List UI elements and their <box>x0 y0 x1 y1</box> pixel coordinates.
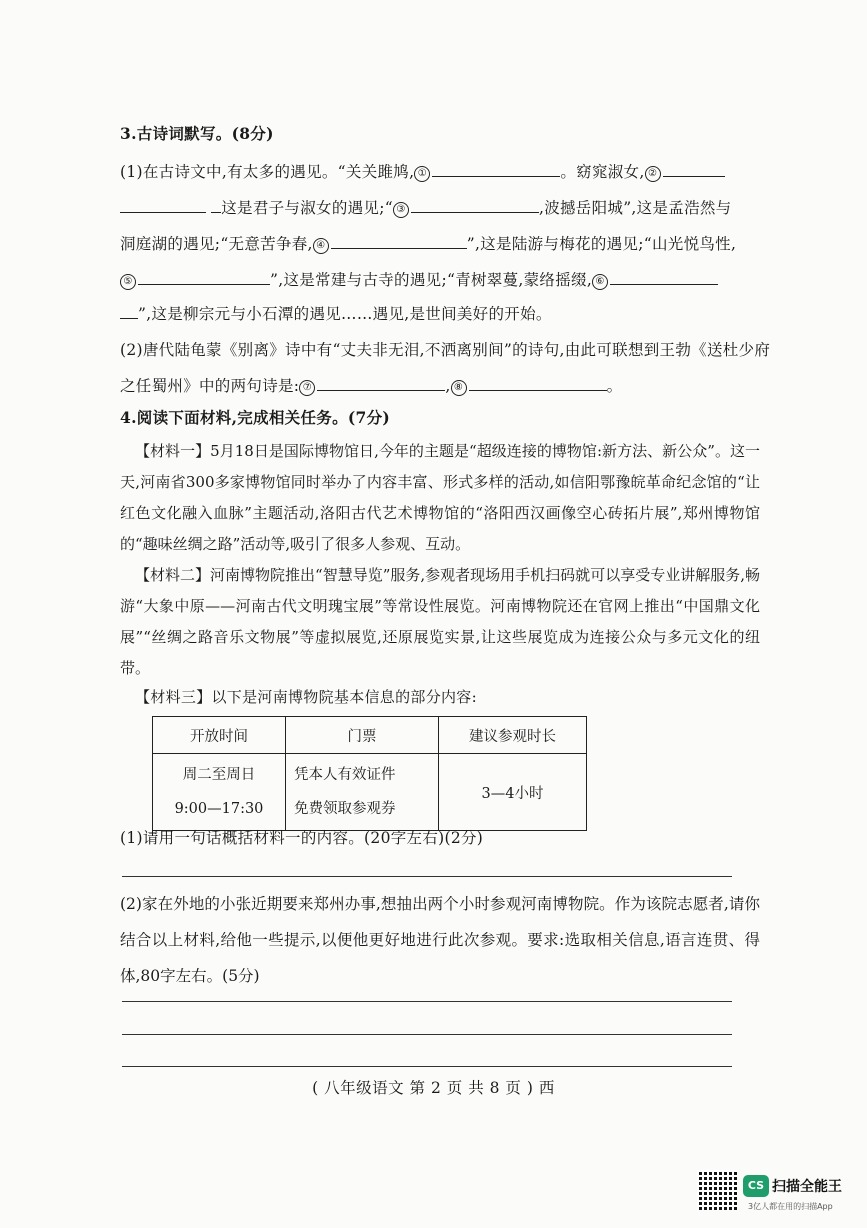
answer-blank-3[interactable] <box>411 198 539 213</box>
answer-line-task2-2[interactable] <box>122 1034 732 1035</box>
q3-text: 洞庭湖的遇见;“无意苦争春, <box>120 235 313 253</box>
page-footer: ( 八年级语文 第 2 页 共 8 页 ) 西 <box>312 1079 555 1097</box>
q3-text: , <box>445 377 451 395</box>
answer-blank-4[interactable] <box>331 234 467 249</box>
camscanner-name: 扫描全能王 <box>772 1179 842 1195</box>
blank-number: ⑤ <box>120 274 136 290</box>
blank-number: ⑧ <box>451 380 467 396</box>
q3-p1-line1 <box>120 160 725 182</box>
ticket-line: 免费领取参观券 <box>294 801 396 817</box>
q3-p2-line1: (2)唐代陆龟蒙《别离》诗中有“丈夫非无泪,不洒离别间”的诗句,由此可联想到王勃《送杜少府 <box>120 341 771 359</box>
material-2 <box>120 560 760 684</box>
answer-line-task2-1[interactable] <box>122 1001 732 1002</box>
blank-number: ⑥ <box>592 274 608 290</box>
answer-blank-2-cont[interactable] <box>120 198 206 213</box>
blank-number: ① <box>414 166 430 182</box>
answer-blank-gap <box>211 198 221 213</box>
answer-line-task1[interactable] <box>122 876 732 877</box>
q3-text: ”,这是常建与古寺的遇见;“青树翠蔓,蒙络摇缀, <box>270 271 593 289</box>
qr-code-icon <box>697 1170 737 1210</box>
camscanner-logo-icon: CS <box>743 1175 769 1197</box>
q4-heading: 4.阅读下面材料,完成相关任务。(7分) <box>120 408 391 427</box>
q3-heading: 3.古诗词默写。(8分) <box>120 124 274 143</box>
answer-blank-7[interactable] <box>317 376 445 391</box>
answer-blank-8[interactable] <box>469 376 607 391</box>
q3-p1-line4 <box>120 268 718 290</box>
open-time-cell <box>153 754 286 831</box>
q3-p2-line2: 之任蜀州》中的两句诗是: ⑦ , ⑧ 。 <box>120 377 623 395</box>
museum-info-table <box>152 716 587 831</box>
answer-blank-5[interactable] <box>138 270 270 285</box>
table-header: 门票 <box>286 717 439 754</box>
open-hours: 9:00—17:30 <box>174 801 264 817</box>
q3-text: ,波撼岳阳城”,这是孟浩然与 <box>538 199 732 217</box>
blank-number: ② <box>645 166 661 182</box>
material-3: 【材料三】以下是河南博物院基本信息的部分内容: <box>135 688 477 706</box>
answer-blank-2[interactable] <box>663 162 725 177</box>
ticket-line: 凭本人有效证件 <box>294 767 396 783</box>
open-days: 周二至周日 <box>182 767 256 783</box>
q3-text: 这是君子与淑女的遇见;“ <box>221 199 393 217</box>
answer-blank-6-cont[interactable] <box>120 304 138 319</box>
blank-number: ⑦ <box>299 380 315 396</box>
table-header-row <box>153 717 587 754</box>
task-1: (1)请用一句话概括材料一的内容。(20字左右)(2分) <box>120 829 484 847</box>
answer-line-task2-3[interactable] <box>122 1066 732 1067</box>
q3-text: 之任蜀州》中的两句诗是: <box>120 377 300 395</box>
task-2-text: (2)家在外地的小张近期要来郑州办事,想抽出两个小时参观河南博物院。作为该院志愿者,请你结合以上材料,给他一些提示,以便他更好地进行此次参观。要求:选取相关信息,语言连贯、得体,80字左右。(5分) <box>120 895 760 985</box>
ticket-cell <box>286 754 439 831</box>
table-header: 开放时间 <box>153 717 286 754</box>
material-1 <box>120 436 760 560</box>
q3-p1-line2 <box>120 196 731 218</box>
answer-blank-6[interactable] <box>610 270 718 285</box>
blank-number: ③ <box>393 202 409 218</box>
table-header: 建议参观时长 <box>439 717 587 754</box>
duration-cell: 3—4小时 <box>439 754 587 831</box>
blank-number: ④ <box>313 238 329 254</box>
q3-p1-line3 <box>120 232 736 254</box>
answer-blank-1[interactable] <box>432 162 560 177</box>
q3-p1-line5 <box>120 302 552 324</box>
table-row <box>153 754 587 831</box>
q3-text: (1)在古诗文中,有太多的遇见。“关关雎鸠, <box>120 163 415 181</box>
camscanner-tagline: 3亿人都在用的扫描App <box>748 1202 833 1211</box>
task-2 <box>120 886 760 994</box>
q3-text: ”,这是陆游与梅花的遇见;“山光悦鸟性, <box>466 235 737 253</box>
material-2-text: 【材料二】河南博物院推出“智慧导览”服务,参观者现场用手机扫码就可以享受专业讲解服务,畅游“大象中原——河南古代文明瑰宝展”等常设性展览。河南博物院还在官网上推出“中国鼎文化展”“丝绸之路音乐文物展”等虚拟展览,还原展览实景,让这些展览成为连接公众与多元文化的纽带。 <box>120 566 760 677</box>
q3-text: 。窈窕淑女, <box>560 163 645 181</box>
material-1-text: 【材料一】5月18日是国际博物馆日,今年的主题是“超级连接的博物馆:新方法、新公众”。这一天,河南省300多家博物馆同时举办了内容丰富、形式多样的活动,如信阳鄂豫皖革命纪念馆的“让红色文化融入血脉”主题活动,洛阳古代艺术博物馆的“洛阳西汉画像空心砖拓片展”,郑州博物馆的“趣味丝绸之路”活动等,吸引了很多人参观、互动。 <box>120 442 760 553</box>
q3-text: ”,这是柳宗元与小石潭的遇见……遇见,是世间美好的开始。 <box>138 305 552 323</box>
